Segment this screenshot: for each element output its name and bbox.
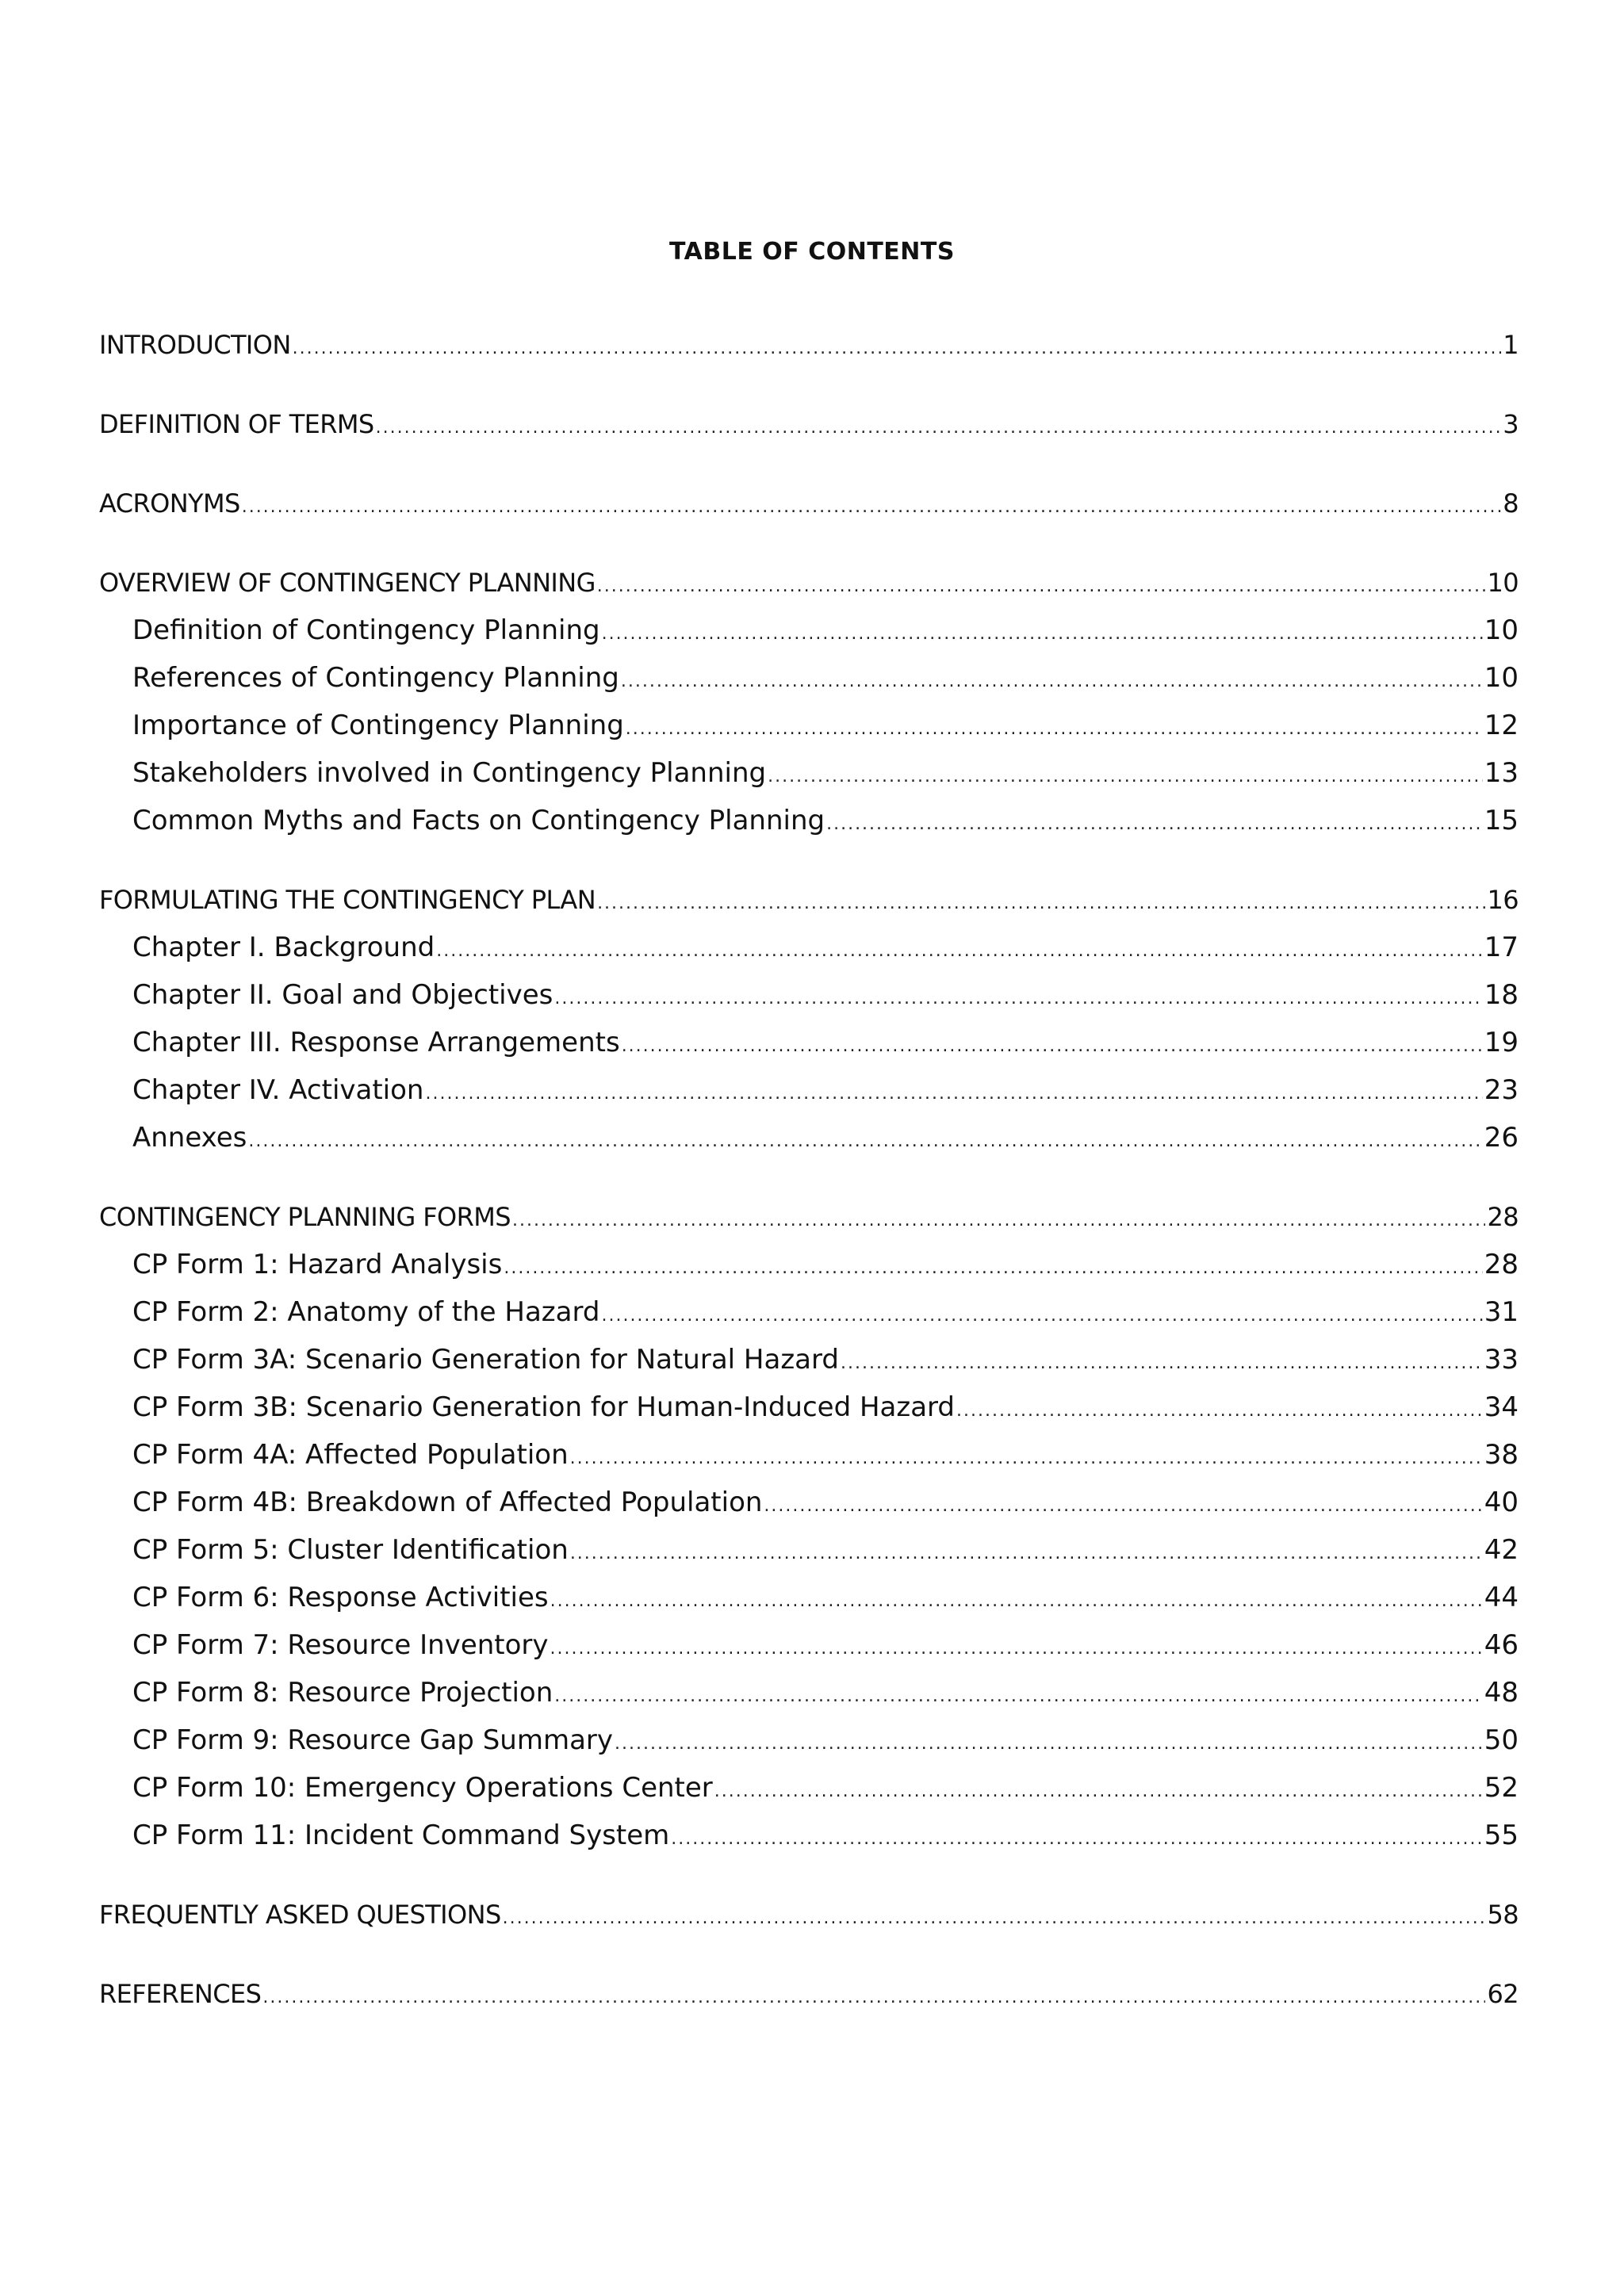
toc-subentry-label: CP Form 3B: Scenario Generation for Human-Induced Hazard	[132, 1391, 956, 1423]
dot-leader	[626, 706, 1483, 753]
toc-page-number: 10	[1484, 662, 1519, 694]
toc-page-number: 1	[1503, 330, 1519, 360]
toc-page-number: 16	[1487, 885, 1519, 915]
dot-leader	[248, 1118, 1482, 1165]
toc-section	[99, 480, 1519, 527]
toc-section	[99, 400, 1519, 448]
dot-leader	[764, 1483, 1482, 1530]
toc-subentry-label: CP Form 10: Emergency Operations Center	[132, 1772, 713, 1804]
toc-subentry[interactable]	[99, 1526, 1519, 1574]
toc-subentry-label: Chapter III. Response Arrangements	[132, 1027, 620, 1058]
toc-entry-label: FREQUENTLY ASKED QUESTIONS	[99, 1900, 501, 1930]
toc-page-number: 17	[1484, 932, 1519, 963]
toc-page-number: 46	[1484, 1629, 1519, 1661]
toc-entry[interactable]	[99, 480, 1519, 527]
toc-page-number: 58	[1487, 1900, 1519, 1930]
toc-section	[99, 1970, 1519, 2018]
dot-leader	[550, 1625, 1483, 1673]
dot-leader	[262, 1974, 1485, 2022]
toc-page-number: 33	[1484, 1344, 1519, 1376]
toc-page-number: 62	[1487, 1979, 1519, 2009]
toc-subentry-label: CP Form 8: Resource Projection	[132, 1677, 553, 1709]
toc-entry[interactable]	[99, 559, 1519, 607]
toc-subentry-label: CP Form 6: Response Activities	[132, 1582, 549, 1613]
dot-leader	[956, 1387, 1483, 1435]
toc-entry-label: OVERVIEW OF CONTINGENCY PLANNING	[99, 568, 596, 598]
toc-subentry[interactable]	[99, 749, 1519, 797]
toc-entry-label: DEFINITION OF TERMS	[99, 409, 374, 439]
toc-subentry[interactable]	[99, 702, 1519, 749]
dot-leader	[597, 563, 1486, 610]
dot-leader	[621, 658, 1483, 706]
toc-page-number: 10	[1487, 568, 1519, 598]
toc-page-number: 8	[1503, 488, 1519, 519]
toc-subentry-label: Annexes	[132, 1122, 247, 1154]
toc-entry-label: CONTINGENCY PLANNING FORMS	[99, 1202, 511, 1232]
dot-leader	[601, 1292, 1482, 1340]
dot-leader	[841, 1340, 1483, 1387]
toc-subentry[interactable]	[99, 1574, 1519, 1621]
dot-leader	[376, 404, 1502, 452]
toc-subentry[interactable]	[99, 1114, 1519, 1161]
toc-subentry[interactable]	[99, 607, 1519, 654]
dot-leader	[597, 880, 1485, 928]
toc-subentry-label: Chapter II. Goal and Objectives	[132, 979, 553, 1011]
toc-page-number: 50	[1484, 1724, 1519, 1756]
dot-leader	[570, 1435, 1483, 1483]
toc-section	[99, 321, 1519, 369]
toc-subentry[interactable]	[99, 1479, 1519, 1526]
dot-leader	[671, 1816, 1482, 1863]
toc-subentry[interactable]	[99, 1288, 1519, 1336]
toc-subentry[interactable]	[99, 1066, 1519, 1114]
toc-page-number: 19	[1484, 1027, 1519, 1058]
toc-entry[interactable]	[99, 1193, 1519, 1241]
toc-subentry-label: Importance of Contingency Planning	[132, 710, 624, 741]
dot-leader	[436, 928, 1483, 975]
toc-page-number: 26	[1484, 1122, 1519, 1154]
dot-leader	[602, 610, 1483, 658]
toc-entry[interactable]	[99, 400, 1519, 448]
toc-subentry-label: CP Form 9: Resource Gap Summary	[132, 1724, 614, 1756]
toc-entry-label: ACRONYMS	[99, 488, 240, 519]
toc-page-number: 31	[1484, 1296, 1519, 1328]
toc-section	[99, 1193, 1519, 1859]
toc-subentry-label: Definition of Contingency Planning	[132, 614, 600, 646]
toc-subentry[interactable]	[99, 797, 1519, 844]
toc-page-number: 10	[1484, 614, 1519, 646]
dot-leader	[615, 1720, 1483, 1768]
toc-page-number: 28	[1484, 1249, 1519, 1280]
toc-page-number: 44	[1484, 1582, 1519, 1613]
toc-subentry[interactable]	[99, 1336, 1519, 1383]
toc-page-number: 3	[1503, 409, 1519, 439]
toc-subentry-label: References of Contingency Planning	[132, 662, 619, 694]
dot-leader	[826, 801, 1483, 848]
toc-section	[99, 876, 1519, 1161]
toc-page-number: 40	[1484, 1487, 1519, 1518]
toc-page-number: 23	[1484, 1074, 1519, 1106]
toc-subentry[interactable]	[99, 1241, 1519, 1288]
toc-subentry-label: CP Form 7: Resource Inventory	[132, 1629, 549, 1661]
toc-title: TABLE OF CONTENTS	[669, 238, 955, 266]
toc-subentry-label: CP Form 11: Incident Command System	[132, 1820, 670, 1851]
toc-subentry[interactable]	[99, 654, 1519, 702]
toc-entry[interactable]	[99, 1970, 1519, 2018]
dot-leader	[504, 1245, 1482, 1292]
toc-entry-label: FORMULATING THE CONTINGENCY PLAN	[99, 885, 596, 915]
toc-subentry-label: Chapter I. Background	[132, 932, 435, 963]
toc-page-number: 42	[1484, 1534, 1519, 1566]
toc-page-number: 15	[1484, 805, 1519, 836]
toc-subentry-label: Stakeholders involved in Contingency Planning	[132, 757, 767, 789]
toc-subentry[interactable]	[99, 1383, 1519, 1431]
toc-page-number: 38	[1484, 1439, 1519, 1471]
toc-subentry-label: CP Form 3A: Scenario Generation for Natural Hazard	[132, 1344, 839, 1376]
toc-page-number: 48	[1484, 1677, 1519, 1709]
dot-leader	[550, 1578, 1483, 1625]
toc-subentry[interactable]	[99, 971, 1519, 1019]
toc-page-number: 34	[1484, 1391, 1519, 1423]
dot-leader	[768, 753, 1483, 801]
toc-page-number: 28	[1487, 1202, 1519, 1232]
toc-entry[interactable]	[99, 321, 1519, 369]
dot-leader	[512, 1197, 1486, 1245]
toc-section	[99, 559, 1519, 844]
toc-page-number: 52	[1484, 1772, 1519, 1804]
dot-leader	[622, 1023, 1483, 1070]
dot-leader	[503, 1895, 1486, 1942]
toc-page-number: 18	[1484, 979, 1519, 1011]
toc-subentry-label: Chapter IV. Activation	[132, 1074, 424, 1106]
toc-entry[interactable]	[99, 876, 1519, 924]
toc-subentry-label: CP Form 4A: Affected Population	[132, 1439, 569, 1471]
dot-leader	[554, 975, 1482, 1023]
toc-subentry[interactable]	[99, 1764, 1519, 1812]
toc-subentry[interactable]	[99, 1621, 1519, 1669]
toc-subentry-label: CP Form 5: Cluster Identification	[132, 1534, 569, 1566]
table-of-contents	[99, 321, 1519, 2049]
toc-subentry-label: CP Form 1: Hazard Analysis	[132, 1249, 503, 1280]
toc-subentry[interactable]	[99, 1716, 1519, 1764]
toc-entry-label: INTRODUCTION	[99, 330, 291, 360]
toc-section	[99, 1891, 1519, 1938]
toc-page-number: 55	[1484, 1820, 1519, 1851]
dot-leader	[293, 325, 1502, 373]
toc-subentry[interactable]	[99, 1669, 1519, 1716]
toc-page-number: 13	[1484, 757, 1519, 789]
toc-subentry[interactable]	[99, 924, 1519, 971]
toc-subentry[interactable]	[99, 1019, 1519, 1066]
toc-subentry-label: Common Myths and Facts on Contingency Planning	[132, 805, 825, 836]
dot-leader	[714, 1768, 1483, 1816]
dot-leader	[554, 1673, 1482, 1720]
dot-leader	[570, 1530, 1483, 1578]
dot-leader	[242, 484, 1502, 531]
toc-entry[interactable]	[99, 1891, 1519, 1938]
toc-page-number: 12	[1484, 710, 1519, 741]
toc-subentry-label: CP Form 4B: Breakdown of Affected Population	[132, 1487, 763, 1518]
toc-subentry-label: CP Form 2: Anatomy of the Hazard	[132, 1296, 600, 1328]
dot-leader	[425, 1070, 1482, 1118]
toc-subentry[interactable]	[99, 1431, 1519, 1479]
toc-entry-label: REFERENCES	[99, 1979, 262, 2009]
toc-subentry[interactable]	[99, 1812, 1519, 1859]
